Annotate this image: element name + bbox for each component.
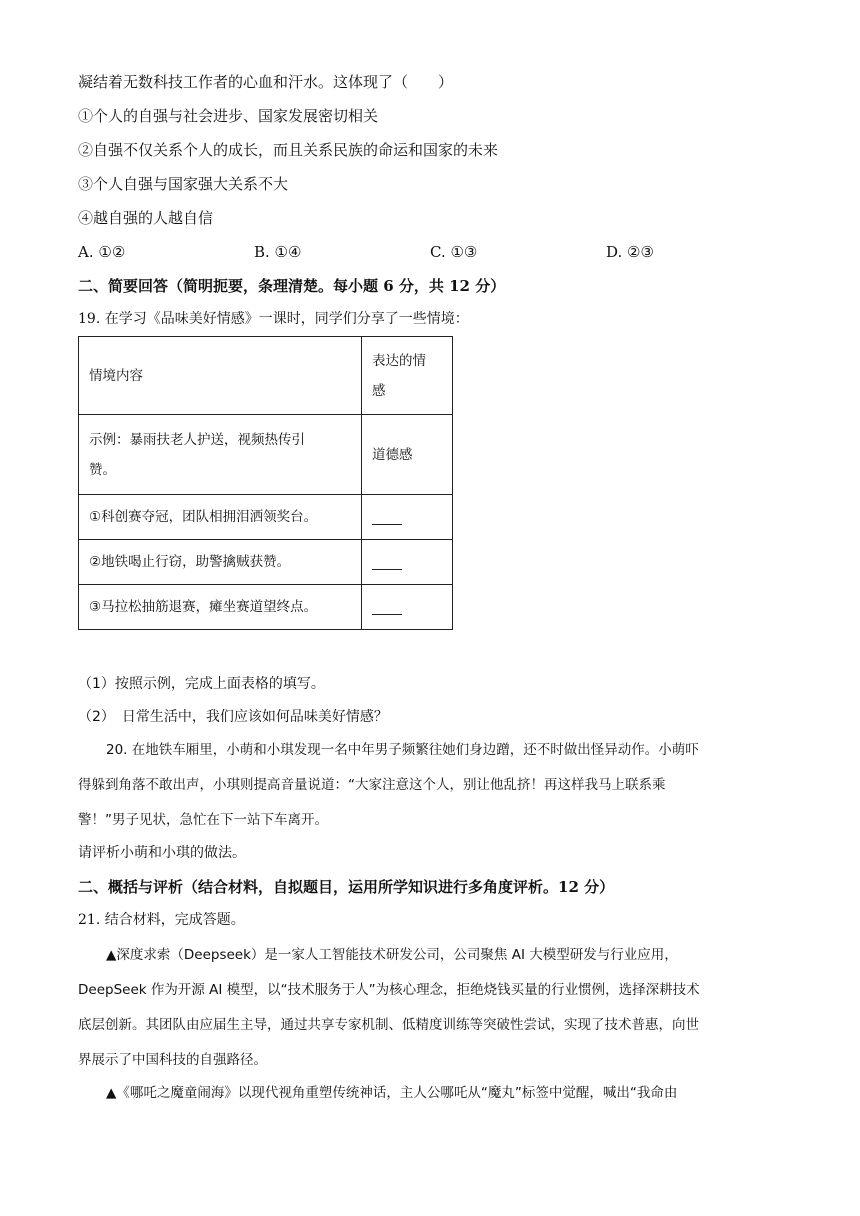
example-line2: 赞。 — [89, 461, 116, 478]
q21-material-1-line-4: 界展示了中国科技的自强路径。 — [78, 1052, 267, 1068]
q19-intro: 19. 在学习《品味美好情感》一课时，同学们分享了一些情境： — [78, 311, 469, 327]
header-situation-label: 情境内容 — [89, 367, 143, 384]
table-row — [79, 540, 453, 585]
answer-blank-3[interactable] — [362, 585, 453, 630]
q18-option-a: A. ①② — [78, 243, 126, 261]
section-3-heading: 二、概括与评析（结合材料，自拟题目，运用所学知识进行多角度评析。12 分） — [78, 878, 615, 896]
q21-material-2-line-1: ▲《哪吒之魔童闹海》以现代视角重塑传统神话，主人公哪吒从“魔丸”标签中觉醒，喊出“我命由 — [106, 1085, 678, 1101]
example-situation-cell — [79, 415, 362, 495]
q20-line-3: 警！”男子见状，急忙在下一站下车离开。 — [78, 812, 328, 828]
q18-item-1: ①个人的自强与社会进步、国家发展密切相关 — [78, 107, 379, 125]
table-row — [79, 495, 453, 540]
q20-line-1: 20. 在地铁车厢里，小萌和小琪发现一名中年男子频繁往她们身边蹭，还不时做出怪异动作。小萌吓 — [106, 742, 699, 758]
q18-option-b: B. ①④ — [254, 243, 302, 261]
q18-item-3: ③个人自强与国家强大关系不大 — [78, 175, 289, 193]
q21-material-1-line-3: 底层创新。其团队由应届生主导，通过共享专家机制、低精度训练等突破性尝试，实现了技术普惠，向世 — [78, 1017, 699, 1033]
header-emotion-line1: 表达的情 — [372, 352, 426, 369]
answer-blank-2[interactable] — [362, 540, 453, 585]
table-header-row — [79, 337, 453, 415]
header-emotion-line2: 感 — [372, 382, 386, 399]
example-emotion-cell — [362, 415, 453, 495]
q18-item-4: ④越自强的人越自信 — [78, 209, 214, 227]
situation-2: ②地铁喝止行窃，助警擒贼获赞。 — [79, 540, 362, 585]
example-line1: 示例：暴雨扶老人护送，视频热传引 — [89, 431, 305, 448]
q21-material-1-line-1: ▲深度求索（Deepseek）是一家人工智能技术研发公司，公司聚焦 AI 大模型研发与行业应用， — [106, 947, 678, 963]
table-row — [79, 585, 453, 630]
section-2-heading: 二、简要回答（简明扼要，条理清楚。每小题 6 分，共 12 分） — [78, 277, 506, 295]
q20-ask: 请评析小萌和小琪的做法。 — [78, 845, 246, 861]
q18-item-2: ②自强不仅关系个人的成长，而且关系民族的命运和国家的未来 — [78, 141, 499, 159]
situation-3: ③马拉松抽筋退赛，瘫坐赛道望终点。 — [79, 585, 362, 630]
situation-1: ①科创赛夺冠，团队相拥泪洒领奖台。 — [79, 495, 362, 540]
q21-intro: 21. 结合材料，完成答题。 — [78, 912, 245, 928]
q19-sub-question-1: （1）按照示例，完成上面表格的填写。 — [78, 676, 325, 692]
q19-sub-question-2: （2） 日常生活中，我们应该如何品味美好情感？ — [78, 709, 388, 725]
example-answer: 道德感 — [372, 446, 413, 463]
q20-line-2: 得躲到角落不敢出声，小琪则提高音量说道：“大家注意这个人，别让他乱挤！再这样我马上联系乘 — [78, 777, 666, 793]
q18-option-d: D. ②③ — [606, 243, 654, 261]
header-situation-cell — [79, 337, 362, 415]
table-row — [79, 415, 453, 495]
header-emotion-cell — [362, 337, 453, 415]
q21-material-1-line-2: DeepSeek 作为开源 AI 模型，以“技术服务于人”为核心理念，拒绝烧钱买量的行业惯例，选择深耕技术 — [78, 982, 700, 998]
q18-option-c: C. ①③ — [430, 243, 478, 261]
q18-stem-tail: 凝结着无数科技工作者的心血和汗水。这体现了（ ） — [78, 73, 454, 91]
situation-table — [78, 336, 453, 630]
answer-blank-1[interactable] — [362, 495, 453, 540]
